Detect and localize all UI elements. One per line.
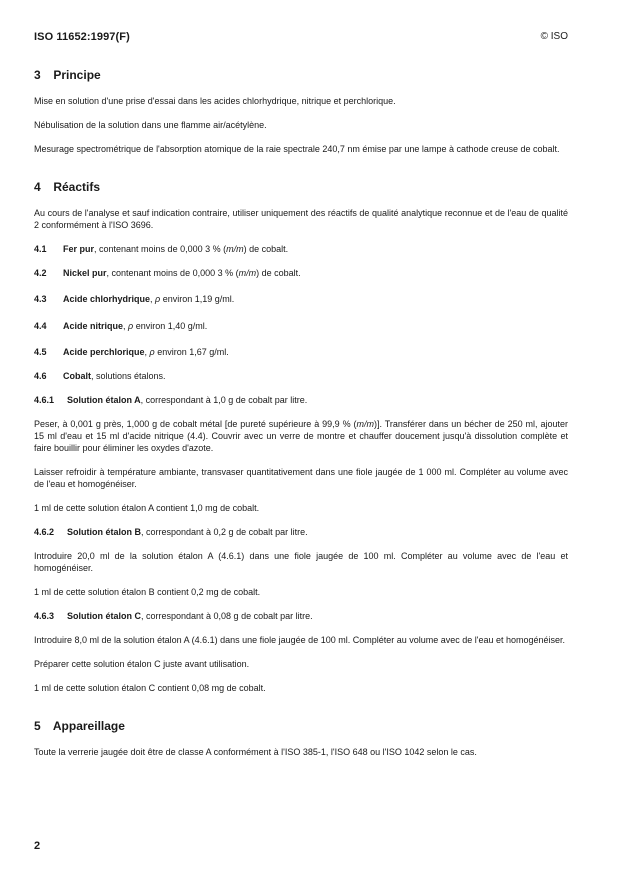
clause-number: 4.5 [34, 347, 47, 357]
page-number: 2 [34, 840, 41, 852]
section-5-heading [34, 718, 568, 734]
paragraph: Toute la verrerie jaugée doit être de classe A conformément à l'ISO 385-1, l'ISO 648 ou l'ISO 1042 selon le cas. [34, 747, 477, 757]
clause-4-2 [34, 267, 568, 279]
section-3-heading [34, 67, 568, 83]
section-title: Principe [53, 68, 101, 82]
text-unit: m/m [356, 419, 374, 429]
clause-4-6 [34, 370, 568, 382]
clause-4-6-2 [34, 526, 568, 538]
clause-number: 4.6.3 [34, 611, 55, 621]
paragraph: Nébulisation de la solution dans une flamme air/acétylène. [34, 120, 267, 130]
copyright-notice: © ISO [540, 31, 568, 42]
clause-term: Acide perchlorique [63, 347, 145, 357]
document-id: ISO 11652:1997(F) [34, 31, 130, 43]
clause-text: ) de cobalt. [243, 244, 289, 254]
clause-unit: m/m [238, 268, 257, 278]
clause-number: 4.6.1 [34, 395, 55, 405]
clause-number: 4.6 [34, 371, 47, 381]
paragraph: 1 ml de cette solution étalon A contient 1,0 mg de cobalt. [34, 503, 260, 513]
clause-term: Nickel pur [63, 268, 107, 278]
clause-text: , solutions étalons. [91, 371, 166, 381]
clause-term: Fer pur [63, 244, 95, 254]
clause-text: , correspondant à 0,2 g de cobalt par litre. [141, 527, 308, 537]
clause-term: Solution étalon B [67, 527, 141, 537]
page-content [34, 67, 568, 758]
clause-number: 4.4 [34, 321, 47, 331]
clause-text: environ 1,19 g/ml. [160, 294, 235, 304]
clause-4-6-3 [34, 610, 568, 622]
clause-text: ) de cobalt. [256, 268, 301, 278]
section-number: 3 [34, 68, 41, 82]
clause-term: Solution étalon C [67, 611, 141, 621]
section-title: Réactifs [53, 180, 101, 194]
clause-text: , correspondant à 1,0 g de cobalt par litre. [140, 395, 308, 405]
clause-number: 4.1 [34, 244, 47, 254]
paragraph: Au cours de l'analyse et sauf indication contraire, utiliser uniquement des réactifs de qualité analytique reconnue et de l'eau de qualité 2 conformément à l'ISO 3696. [34, 208, 568, 230]
clause-4-5: 4.5 Acide perchlorique, ρ environ 1,67 g/ml. [34, 347, 229, 357]
clause-number: 4.2 [34, 268, 47, 278]
clause-text: , contenant moins de 0,000 3 % ( [94, 244, 227, 254]
clause-text: , correspondant à 0,08 g de cobalt par litre. [141, 611, 313, 621]
paragraph: Introduire 20,0 ml de la solution étalon A (4.6.1) dans une fiole jaugée de 100 ml. Compléter au volume avec de l'eau et homogénéiser. [34, 551, 568, 573]
paragraph [34, 418, 568, 454]
paragraph: Mesurage spectrométrique de l'absorption atomique de la raie spectrale 240,7 nm émise par une lampe à cathode creuse de cobalt. [34, 144, 560, 154]
clause-term: Solution étalon A [67, 395, 141, 405]
clause-unit: m/m [226, 244, 244, 254]
clause-term: Acide chlorhydrique [63, 294, 151, 304]
clause-term: Cobalt [63, 371, 91, 381]
clause-number: 4.3 [34, 294, 47, 304]
clause-text: environ 1,40 g/ml. [133, 321, 208, 331]
clause-4-4: 4.4 Acide nitrique, ρ environ 1,40 g/ml. [34, 321, 208, 331]
clause-4-6-1 [34, 394, 568, 406]
text-run: )]. Transférer dans un bécher de 250 ml, ajouter 15 ml d'eau et 15 ml d'acide nitrique (4.4). Couvrir avec un verre de montre et chauffer doucement jusqu'à dissolution complète et faire bouillir pour éliminer les oxydes d'azote. [34, 419, 568, 453]
density-symbol: ρ [128, 321, 134, 331]
section-4-heading [34, 179, 568, 195]
text-run: Peser, à 0,001 g près, 1,000 g de cobalt métal [de pureté supérieure à 99,9 % ( [34, 419, 357, 429]
density-symbol: ρ [155, 294, 161, 304]
density-symbol: ρ [149, 347, 155, 357]
section-number: 5 [34, 719, 41, 733]
paragraph: 1 ml de cette solution étalon C contient 0,08 mg de cobalt. [34, 683, 266, 693]
clause-text: , contenant moins de 0,000 3 % ( [106, 268, 239, 278]
clause-4-3: 4.3 Acide chlorhydrique, ρ environ 1,19 g/ml. [34, 294, 235, 304]
paragraph: Préparer cette solution étalon C juste avant utilisation. [34, 659, 250, 669]
section-title: Appareillage [52, 719, 125, 733]
clause-4-1 [34, 243, 568, 255]
clause-number: 4.6.2 [34, 527, 55, 537]
paragraph: Laisser refroidir à température ambiante, transvaser quantitativement dans une fiole jaugée de 1 000 ml. Compléter au volume avec de l'eau et homogénéiser. [34, 467, 568, 489]
clause-text: environ 1,67 g/ml. [154, 347, 229, 357]
clause-term: Acide nitrique [63, 321, 124, 331]
section-number: 4 [34, 180, 41, 194]
paragraph: Introduire 8,0 ml de la solution étalon A (4.6.1) dans une fiole jaugée de 100 ml. Compléter au volume avec de l'eau et homogénéiser. [34, 635, 566, 645]
paragraph: 1 ml de cette solution étalon B contient 0,2 mg de cobalt. [34, 587, 261, 597]
paragraph: Mise en solution d'une prise d'essai dans les acides chlorhydrique, nitrique et perchlorique. [34, 96, 396, 106]
page-header [34, 31, 568, 47]
